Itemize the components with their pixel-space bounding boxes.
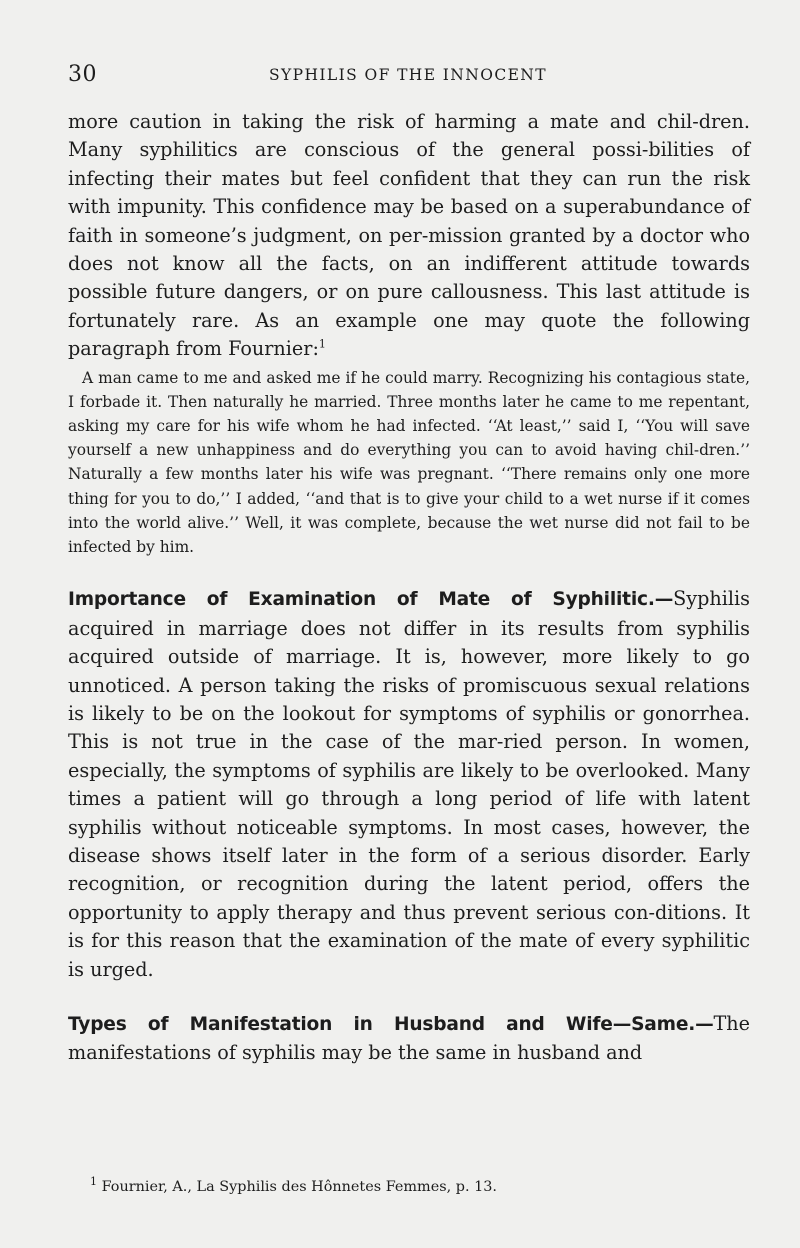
section-text-types: The manifestations of syphilis may be the same in husband and — [68, 1011, 750, 1065]
section-heading-types: Types of Manifestation in Husband and Wife—Same.— — [68, 1013, 714, 1035]
running-head — [68, 62, 748, 92]
footnote — [90, 1177, 740, 1197]
section-text-importance: Syphilis acquired in marriage does not differ in its results from syphilis acquired outside of marriage. It is, however, more likely to go unnoticed. A person taking the risks of promiscuous sexual relations is likely to be on the lookout for symptoms of syphilis or gonorrhea. This is not true in the case of the mar-ried person. In women, especially, the symptoms of syphilis are likely to be overlooked. Many times a patient will go through a long period of life with latent syphilis without noticeable symptoms. In most cases, however, the disease shows itself later in the form of a serious disorder. Early recognition, or recognition during the latent period, offers the opportunity to apply therapy and thus prevent serious con-ditions. It is for this reason that the examination of the mate of every syphilitic is urged. — [68, 587, 750, 981]
block-quote: A man came to me and asked me if he could marry. Recognizing his contagious state, I forbade it. Then naturally he married. Three months later he came to me repentant, asking my care for his wife whom he had infected. ‘‘At least,’’ said I, ‘‘You will save yourself a new unhappiness and do everything you can to avoid having chil-dren.’’ Naturally a few months later his wife was pregnant. ‘‘There remains only one more thing for you to do,’’ I added, ‘‘and that is to give your child to a wet nurse if it comes into the world alive.’’ Well, it was complete, because the wet nurse did not fail to be infected by him. — [68, 368, 750, 557]
footnote-text: Fournier, A., La Syphilis des Hônnetes Femmes, p. 13. — [101, 1179, 497, 1195]
page-number: 30 — [68, 62, 97, 87]
footnote-reference: 1 — [318, 337, 326, 351]
paragraph-intro-text: more caution in taking the risk of harming a mate and chil-dren. Many syphilitics are conscious of the general possi-bilities of infecting their mates but feel confident that they can run the risk with impunity. This confidence may be based on a superabundance of faith in someone’s judgment, on per-mission granted by a doctor who does not know all the facts, on an indifferent attitude towards possible future dangers, or on pure callousness. This last attitude is fortunately rare. As an example one may quote the following paragraph from Fournier: — [68, 110, 750, 361]
section-types-of-manifestation — [68, 1010, 750, 1068]
section-heading-importance: Importance of Examination of Mate of Syphilitic.— — [68, 589, 674, 611]
paragraph-intro — [68, 108, 750, 364]
body-text — [68, 108, 750, 1068]
section-importance-of-examination — [68, 585, 750, 984]
footnote-marker: 1 — [90, 1175, 97, 1189]
running-title: SYPHILIS OF THE INNOCENT — [269, 66, 547, 84]
